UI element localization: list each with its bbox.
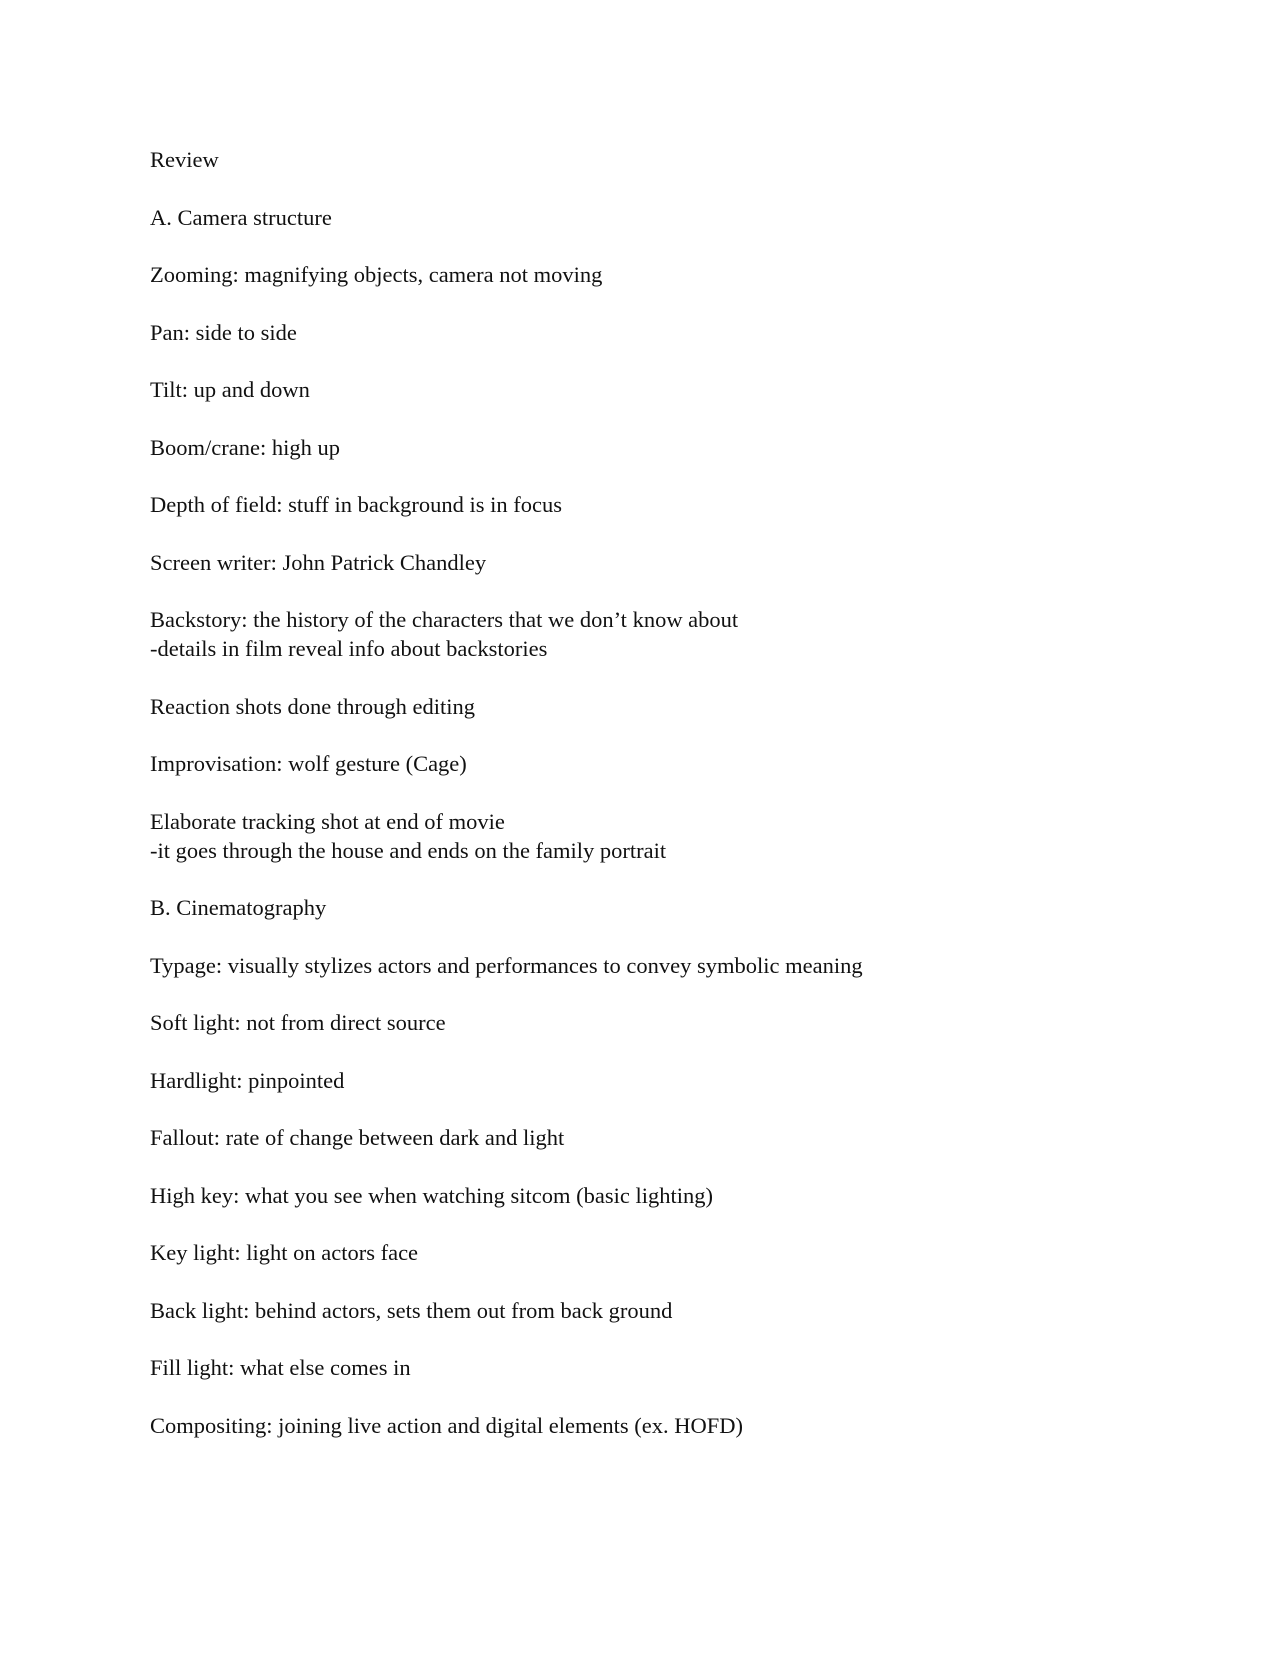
text-line: Typage: visually stylizes actors and performances to convey symbolic meaning: [150, 952, 863, 978]
paragraph: [150, 692, 1150, 721]
text-line: -it goes through the house and ends on the family portrait: [150, 837, 667, 863]
text-line: Pan: side to side: [150, 319, 297, 345]
text-line: Depth of field: stuff in background is in focus: [150, 492, 563, 517]
paragraph: [150, 1123, 1150, 1152]
text-line: Soft light: not from direct source: [150, 1010, 446, 1035]
text-line: Review: [150, 147, 219, 172]
paragraph: [150, 145, 1150, 174]
paragraph: [150, 749, 1150, 778]
text-line: Back light: behind actors, sets them out from back ground: [150, 1297, 673, 1323]
paragraph: [150, 1066, 1150, 1095]
text-line: Reaction shots done through editing: [150, 693, 475, 719]
paragraph: [150, 1008, 1150, 1037]
text-line: Fill light: what else comes in: [150, 1355, 411, 1380]
text-line: Screen writer: John Patrick Chandley: [150, 549, 487, 575]
paragraph: [150, 375, 1150, 404]
paragraph: [150, 203, 1150, 232]
text-line: Key light: light on actors face: [150, 1240, 419, 1265]
text-line: B. Cinematography: [150, 895, 327, 920]
paragraph: [150, 1181, 1150, 1210]
paragraph: [150, 1411, 1150, 1440]
text-line: Fallout: rate of change between dark and light: [150, 1125, 565, 1150]
text-line: High key: what you see when watching sitcom (basic lighting): [150, 1182, 714, 1208]
paragraph: [150, 490, 1150, 519]
paragraph: [150, 1353, 1150, 1382]
paragraph: [150, 433, 1150, 462]
paragraph: [150, 951, 1150, 980]
text-line: Boom/crane: high up: [150, 434, 340, 460]
paragraph: [150, 548, 1150, 577]
text-line: Hardlight: pinpointed: [150, 1067, 345, 1093]
text-line: Tilt: up and down: [150, 377, 310, 402]
text-line: Compositing: joining live action and digital elements (ex. HOFD): [150, 1412, 744, 1438]
paragraph: [150, 260, 1150, 289]
paragraph: [150, 1296, 1150, 1325]
text-line: Elaborate tracking shot at end of movie: [150, 808, 505, 834]
paragraph: [150, 318, 1150, 347]
text-line: -details in film reveal info about backstories: [150, 636, 548, 661]
paragraph: [150, 605, 1150, 663]
text-line: A. Camera structure: [150, 204, 332, 230]
paragraph: [150, 893, 1150, 922]
document-body: [150, 145, 1150, 1468]
text-line: Backstory: the history of the characters that we don’t know about: [150, 607, 739, 632]
text-line: Zooming: magnifying objects, camera not moving: [150, 262, 603, 287]
paragraph: [150, 1238, 1150, 1267]
text-line: Improvisation: wolf gesture (Cage): [150, 751, 467, 776]
paragraph: [150, 807, 1150, 865]
